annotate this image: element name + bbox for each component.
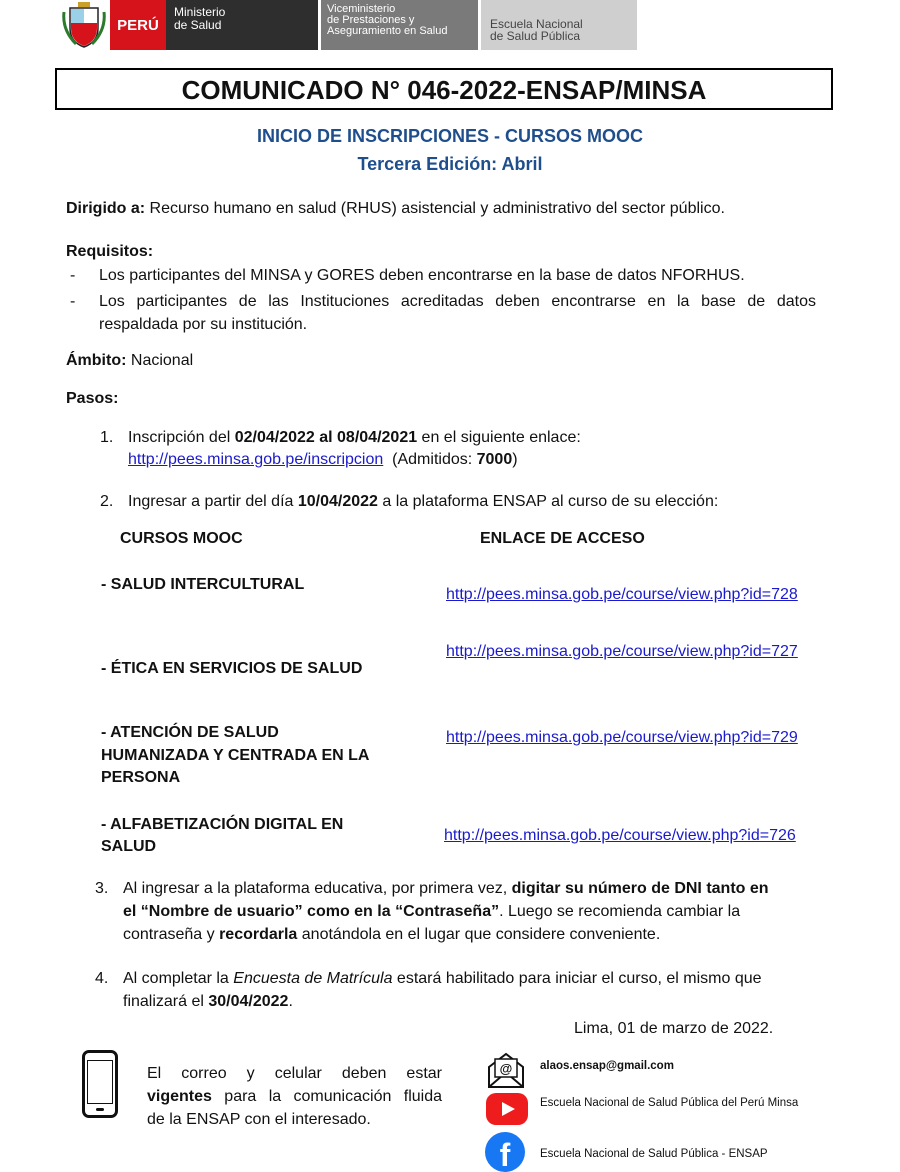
step4-text: finalizará el (123, 993, 209, 1010)
email-link[interactable]: alaos.ensap@gmail.com (540, 1060, 674, 1072)
ambito-text: Nacional (126, 352, 194, 369)
step4-line (123, 967, 762, 990)
youtube-icon[interactable] (486, 1093, 528, 1125)
mail-icon (486, 1051, 526, 1089)
dirigido-label: Dirigido a: (66, 200, 146, 217)
ambito-line (66, 349, 193, 372)
ministerio-line: de Salud (174, 18, 222, 32)
facebook-link[interactable]: Escuela Nacional de Salud Pública - ENSAP (540, 1148, 768, 1160)
peru-badge (110, 0, 166, 50)
step4-text: estará habilitado para iniciar el curso, el mismo que (392, 970, 762, 987)
bullet-dash: - (70, 293, 76, 310)
requisito-item: Los participantes de las Instituciones acreditadas deben encontrarse en la base de datos (99, 293, 816, 310)
subtitle-inscripciones: INICIO DE INSCRIPCIONES - CURSOS MOOC (256, 126, 644, 146)
step2-post: a la plataforma ENSAP al curso de su elección: (377, 493, 719, 510)
viceministerio-line: Aseguramiento en Salud (327, 25, 448, 37)
course-name: - SALUD INTERCULTURAL (101, 576, 305, 593)
requisito-item: Los participantes del MINSA y GORES deben encontrarse en la base de datos NFORHUS. (99, 267, 745, 284)
course-link[interactable]: http://pees.minsa.gob.pe/course/view.php?id=728 (446, 586, 798, 603)
course-name: - ÉTICA EN SERVICIOS DE SALUD (101, 660, 363, 677)
footer-note-line: de la ENSAP con el interesado. (147, 1111, 371, 1128)
course-name: SALUD (101, 838, 157, 855)
course-name: - ATENCIÓN DE SALUD (101, 724, 279, 741)
requisito-item-cont: respaldada por su institución. (99, 316, 308, 333)
dirigido-line (66, 197, 725, 220)
step-number: 3. (95, 880, 109, 897)
viceministerio-badge (321, 0, 478, 50)
step4-text: Al completar la (123, 970, 234, 987)
footer-note-text: para la comunicación fluida (211, 1088, 442, 1105)
step1-post: en el siguiente enlace: (417, 429, 581, 446)
step3-line (123, 900, 740, 923)
course-link[interactable]: http://pees.minsa.gob.pe/course/view.php?id=726 (444, 827, 796, 844)
step1-dates: 02/04/2022 al 08/04/2021 (234, 429, 418, 446)
viceministerio-line: Viceministerio (327, 3, 396, 15)
step3-text: anotándola en el lugar que considere conveniente. (297, 926, 661, 943)
escuela-line: Escuela Nacional (490, 17, 583, 31)
step3-line (123, 923, 660, 946)
course-name: - ALFABETIZACIÓN DIGITAL EN (101, 816, 344, 833)
step4-line (123, 990, 293, 1013)
admitidos-post: ) (512, 451, 518, 468)
step-number: 2. (100, 493, 114, 510)
youtube-link[interactable]: Escuela Nacional de Salud Pública del Perú Minsa (540, 1097, 799, 1109)
course-link[interactable]: http://pees.minsa.gob.pe/course/view.php?id=729 (446, 729, 798, 746)
escuela-badge (481, 0, 637, 50)
date-line: Lima, 01 de marzo de 2022. (574, 1020, 774, 1037)
step3-line (123, 877, 769, 900)
step-number: 1. (100, 429, 114, 446)
admitidos-number: 7000 (476, 451, 513, 468)
requisitos-label: Requisitos: (66, 243, 154, 260)
ministerio-line: Ministerio (174, 5, 226, 19)
step4-text: . (288, 993, 293, 1010)
inscripcion-link[interactable]: http://pees.minsa.gob.pe/inscripcion (128, 451, 384, 468)
ambito-label: Ámbito: (66, 352, 127, 369)
course-link[interactable]: http://pees.minsa.gob.pe/course/view.php?id=727 (446, 643, 798, 660)
escuela-line: de Salud Pública (490, 29, 581, 43)
step1-link-line (128, 448, 518, 471)
step1-line (128, 426, 581, 449)
step4-date: 30/04/2022 (208, 993, 289, 1010)
viceministerio-line: de Prestaciones y (327, 14, 415, 26)
peru-shield-icon (62, 2, 106, 48)
step2-line (128, 490, 718, 513)
peru-label: PERÚ (117, 16, 159, 34)
step3-text: Al ingresar a la plataforma educativa, por primera vez, (123, 880, 512, 897)
step2-pre: Ingresar a partir del día (128, 493, 298, 510)
admitidos-pre: (Admitidos: (392, 451, 477, 468)
phone-icon (82, 1050, 118, 1118)
page-title: COMUNICADO N° 046-2022-ENSAP/MINSA (55, 68, 833, 110)
ministerio-badge (166, 0, 318, 50)
courses-col-header: CURSOS MOOC (120, 530, 243, 547)
course-name: PERSONA (101, 769, 181, 786)
footer-note-bold: vigentes (147, 1088, 212, 1105)
links-col-header: ENLACE DE ACCESO (480, 530, 645, 547)
subtitle-edicion: Tercera Edición: Abril (357, 154, 543, 174)
step2-date: 10/04/2022 (297, 493, 378, 510)
dirigido-text: Recurso humano en salud (RHUS) asistencial y administrativo del sector público. (145, 200, 725, 217)
svg-text:@: @ (499, 1061, 513, 1076)
step3-text: . Luego se recomienda cambiar la (499, 903, 741, 920)
footer-note-line (147, 1085, 442, 1108)
facebook-icon[interactable]: f (485, 1132, 525, 1172)
step3-bold: digitar su número de DNI tanto en (511, 880, 769, 897)
footer-note-line: El correo y celular deben estar (147, 1065, 442, 1082)
step3-text: contraseña y (123, 926, 220, 943)
pasos-label: Pasos: (66, 390, 119, 407)
step-number: 4. (95, 970, 109, 987)
course-name: HUMANIZADA Y CENTRADA EN LA (101, 747, 370, 764)
bullet-dash: - (70, 267, 76, 284)
step4-italic: Encuesta de Matrícula (233, 970, 393, 987)
step1-pre: Inscripción del (128, 429, 235, 446)
step3-bold: recordarla (219, 926, 298, 943)
step3-bold: el “Nombre de usuario” como en la “Contraseña” (123, 903, 500, 920)
